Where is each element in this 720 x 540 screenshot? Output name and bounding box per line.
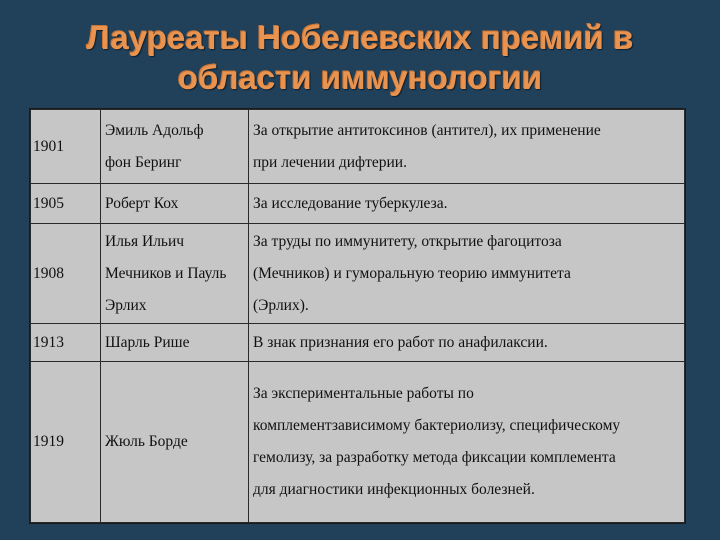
slide-title-line-2: области иммунологии <box>177 59 543 96</box>
award-reason-cell <box>249 362 685 523</box>
award-reason-cell <box>249 324 685 362</box>
table-row-1919 <box>31 362 685 523</box>
laureate-cell <box>101 362 249 523</box>
table-row-1908 <box>31 224 685 324</box>
laureate-cell <box>101 110 249 184</box>
laureate-line: фон Беринг <box>105 153 182 171</box>
award-reason-cell <box>249 184 685 224</box>
reason-line: комплементзависимому бактериолизу, специфическому <box>253 417 621 434</box>
reason-line: (Мечников) и гуморальную теорию иммунитета <box>253 264 571 282</box>
year-cell: 1901 <box>31 110 101 184</box>
table-row-1913 <box>31 324 685 362</box>
year-cell: 1905 <box>31 184 101 224</box>
reason-line: при лечении дифтерии. <box>253 153 407 171</box>
award-reason-cell <box>249 110 685 184</box>
slide-title-line-1: Лауреаты Нобелевских премий в <box>86 19 634 56</box>
laureate-line: Роберт Кох <box>105 194 179 212</box>
laureate-line: Мечников и Пауль <box>105 264 227 282</box>
laureate-cell <box>101 184 249 224</box>
laureate-line: Жюль Борде <box>105 433 188 450</box>
reason-line: В знак признания его работ по анафилаксии. <box>253 333 548 351</box>
reason-line: для диагностики инфекционных болезней. <box>253 481 535 498</box>
reason-line: За труды по иммунитету, открытие фагоцитоза <box>253 232 562 250</box>
laureate-cell <box>101 324 249 362</box>
laureates-table <box>29 108 686 524</box>
laureate-line: Эмиль Адольф <box>105 121 204 139</box>
laureate-line: Илья Ильич <box>105 232 185 250</box>
slide-title <box>0 18 720 98</box>
reason-line: За исследование туберкулеза. <box>253 194 448 212</box>
reason-line: За экспериментальные работы по <box>253 385 474 402</box>
year-cell: 1913 <box>31 324 101 362</box>
year-cell: 1908 <box>31 224 101 324</box>
table-row-1901 <box>31 110 685 184</box>
award-reason-cell <box>249 224 685 324</box>
laureate-line: Шарль Рише <box>105 333 190 351</box>
reason-line: гемолизу, за разработку метода фиксации комплемента <box>253 449 616 466</box>
laureate-cell <box>101 224 249 324</box>
laureate-line: Эрлих <box>105 296 147 314</box>
table-row-1905 <box>31 184 685 224</box>
reason-line: За открытие антитоксинов (антител), их применение <box>253 121 601 139</box>
reason-line: (Эрлих). <box>253 296 309 314</box>
year-cell: 1919 <box>31 362 101 523</box>
